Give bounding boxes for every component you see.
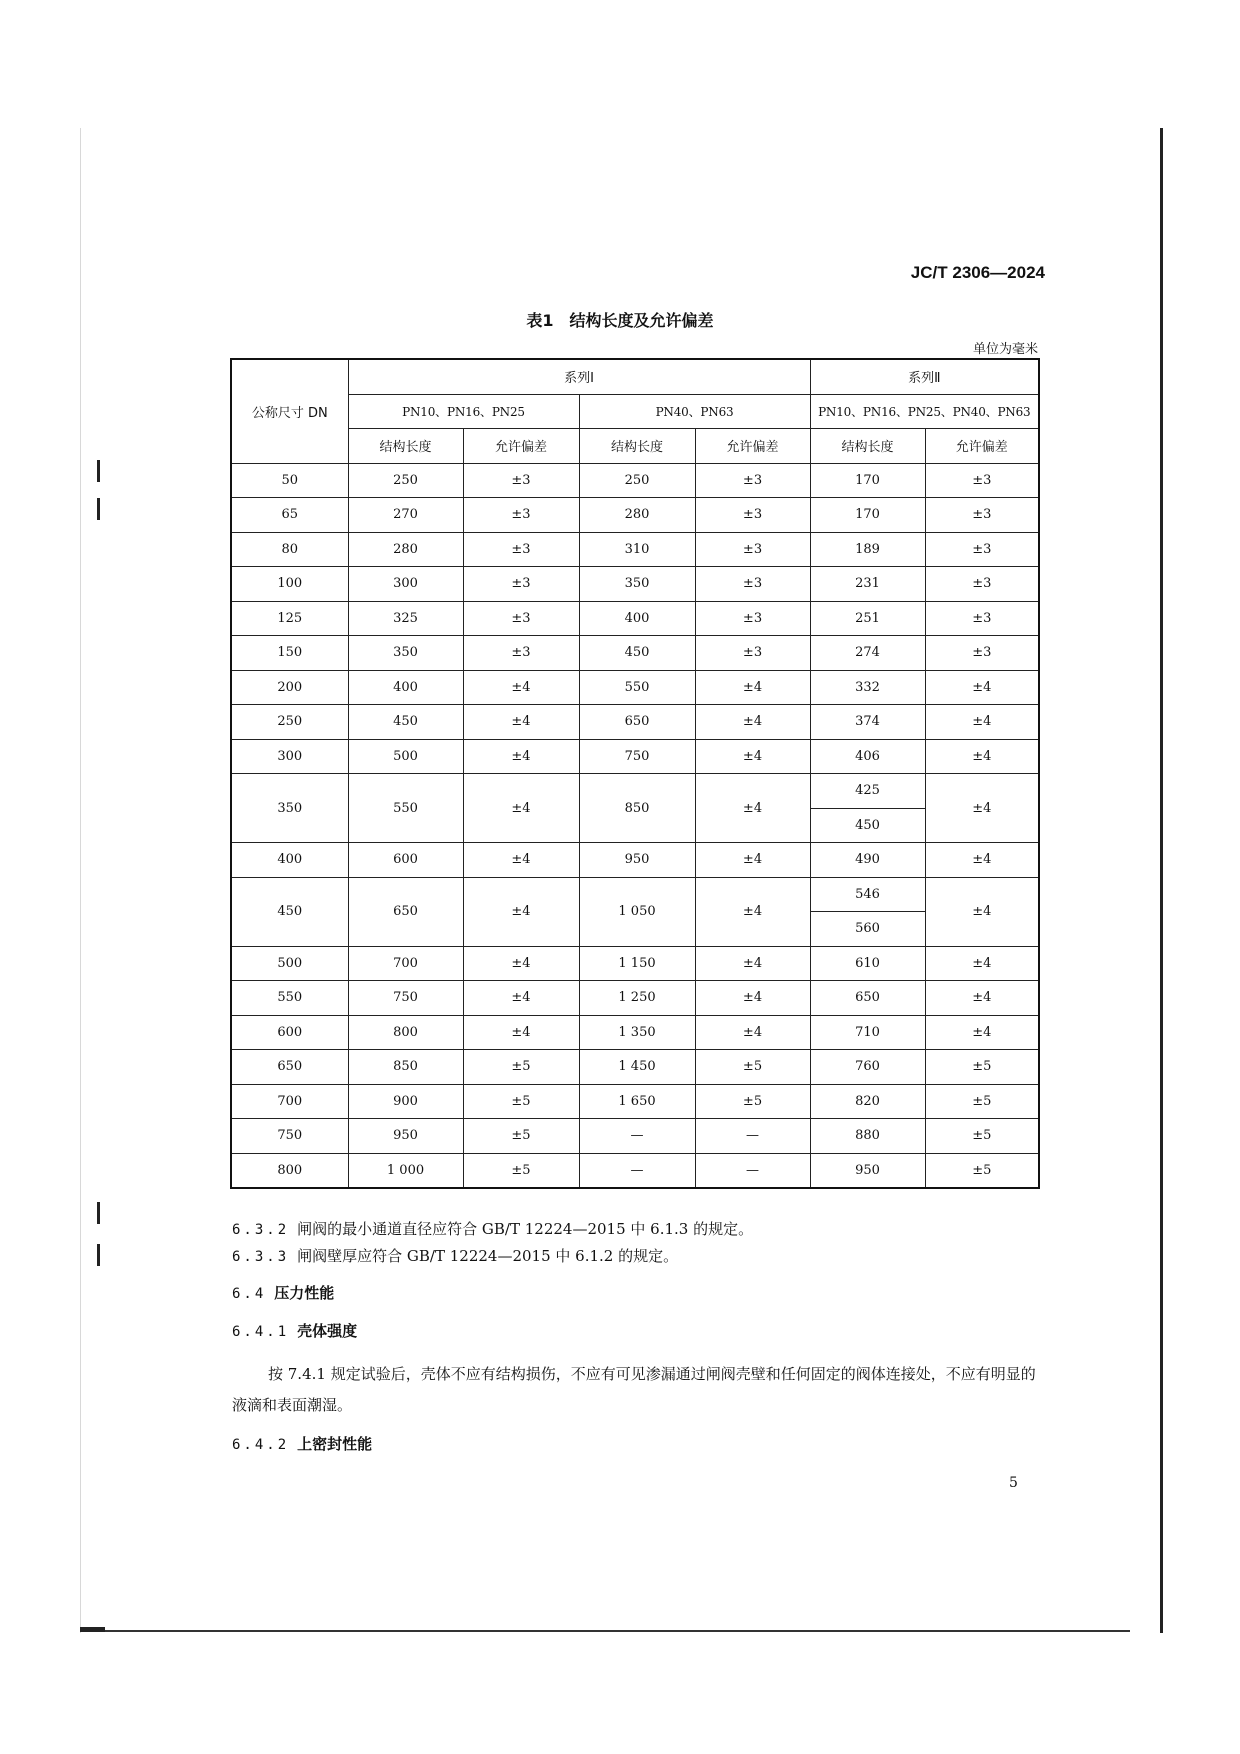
cell-s2-length: 560 (810, 912, 925, 947)
cell-s2-length: 251 (810, 601, 925, 636)
cell-s2-length: 425 (810, 774, 925, 809)
cell-dn: 600 (231, 1015, 348, 1050)
cell-s1-length: 650 (348, 877, 463, 946)
header-pn-group-c: PN10、PN16、PN25、PN40、PN63 (810, 394, 1039, 429)
table-row (231, 1153, 1039, 1188)
cell-s1-length: 325 (348, 601, 463, 636)
cell-s2-tolerance: ±4 (925, 670, 1039, 705)
cell-s1-tolerance: ±3 (463, 463, 579, 498)
header-length: 结构长度 (810, 429, 925, 464)
cell-s1-tolerance: ±5 (463, 1050, 579, 1085)
cell-s1b-tolerance: ±3 (695, 567, 810, 602)
cell-s1-tolerance: ±3 (463, 532, 579, 567)
cell-s1-length: 500 (348, 739, 463, 774)
cell-s2-tolerance: ±5 (925, 1050, 1039, 1085)
table-title: 表1 结构长度及允许偏差 (526, 311, 714, 330)
cell-dn: 250 (231, 705, 348, 740)
table-row (231, 670, 1039, 705)
heading-number: 6.4 (232, 1286, 267, 1302)
cell-s2-tolerance: ±4 (925, 946, 1039, 981)
cell-s1-length: 400 (348, 670, 463, 705)
table-row (231, 636, 1039, 671)
cell-s1b-tolerance: ±4 (695, 739, 810, 774)
cell-s2-length: 950 (810, 1153, 925, 1188)
scan-border-right (1160, 128, 1163, 1633)
cell-s2-length: 650 (810, 981, 925, 1016)
cell-dn: 200 (231, 670, 348, 705)
cell-s1b-length: 450 (579, 636, 695, 671)
cell-s2-tolerance: ±3 (925, 636, 1039, 671)
cell-s1-tolerance: ±4 (463, 877, 579, 946)
cell-s1b-length: 850 (579, 774, 695, 843)
table-row (231, 981, 1039, 1016)
table-row (231, 1015, 1039, 1050)
cell-s1-tolerance: ±4 (463, 705, 579, 740)
binder-mark (97, 460, 100, 482)
cell-s2-length: 332 (810, 670, 925, 705)
cell-s1b-tolerance: — (695, 1119, 810, 1154)
cell-s2-length: 546 (810, 877, 925, 912)
binder-mark (97, 1244, 100, 1266)
cell-s1-tolerance: ±4 (463, 670, 579, 705)
document-code: JC/T 2306—2024 (910, 263, 1045, 282)
binder-mark (97, 1202, 100, 1224)
cell-s2-length: 231 (810, 567, 925, 602)
cell-s1-length: 550 (348, 774, 463, 843)
cell-s1b-length: 1 050 (579, 877, 695, 946)
cell-s1-length: 270 (348, 498, 463, 533)
cell-s1b-tolerance: ±5 (695, 1050, 810, 1085)
cell-s1-length: 280 (348, 532, 463, 567)
table-row (231, 498, 1039, 533)
cell-s1b-tolerance: ±3 (695, 498, 810, 533)
cell-s2-tolerance: ±4 (925, 705, 1039, 740)
cell-s1-tolerance: ±3 (463, 567, 579, 602)
cell-s2-length: 406 (810, 739, 925, 774)
clause-6-3-2 (232, 1218, 753, 1239)
header-length: 结构长度 (348, 429, 463, 464)
cell-s2-tolerance: ±5 (925, 1119, 1039, 1154)
cell-s1-tolerance: ±5 (463, 1084, 579, 1119)
cell-dn: 65 (231, 498, 348, 533)
header-pn-group-b: PN40、PN63 (579, 394, 810, 429)
cell-dn: 450 (231, 877, 348, 946)
heading-title: 压力性能 (274, 1284, 335, 1302)
cell-dn: 550 (231, 981, 348, 1016)
cell-s1b-length: 550 (579, 670, 695, 705)
table-row (231, 739, 1039, 774)
cell-s2-length: 170 (810, 498, 925, 533)
cell-s1b-length: 1 650 (579, 1084, 695, 1119)
cell-s1-tolerance: ±4 (463, 843, 579, 878)
cell-s1-length: 250 (348, 463, 463, 498)
cell-s1b-tolerance: ±4 (695, 1015, 810, 1050)
cell-s2-length: 189 (810, 532, 925, 567)
table-row (231, 601, 1039, 636)
cell-s1-tolerance: ±3 (463, 498, 579, 533)
clause-number: 6.3.2 (232, 1222, 290, 1238)
cell-s2-length: 170 (810, 463, 925, 498)
cell-s1b-length: 1 150 (579, 946, 695, 981)
table-row (231, 1084, 1039, 1119)
paragraph-6-4-1: 按 7.4.1 规定试验后，壳体不应有结构损伤，不应有可见渗漏通过闸阀壳壁和任何固定的阀体连接处，不应有明显的液滴和表面潮湿。 (232, 1365, 1036, 1414)
header-series-1: 系列Ⅰ (348, 359, 810, 394)
cell-s1b-length: — (579, 1119, 695, 1154)
unit-note: 单位为毫米 (972, 342, 1038, 357)
cell-dn: 650 (231, 1050, 348, 1085)
cell-s1-tolerance: ±5 (463, 1119, 579, 1154)
cell-dn: 100 (231, 567, 348, 602)
cell-s1b-length: — (579, 1153, 695, 1188)
heading-number: 6.4.1 (232, 1324, 290, 1340)
cell-s1b-tolerance: ±3 (695, 601, 810, 636)
page-number: 5 (1009, 1475, 1018, 1491)
cell-s1b-tolerance: ±4 (695, 946, 810, 981)
cell-s1b-length: 1 250 (579, 981, 695, 1016)
cell-s1b-tolerance: ±4 (695, 981, 810, 1016)
header-tolerance: 允许偏差 (695, 429, 810, 464)
header-series-2: 系列Ⅱ (810, 359, 1039, 394)
clause-number: 6.3.3 (232, 1249, 290, 1265)
cell-s2-tolerance: ±4 (925, 774, 1039, 843)
cell-dn: 800 (231, 1153, 348, 1188)
cell-s1-length: 300 (348, 567, 463, 602)
cell-dn: 700 (231, 1084, 348, 1119)
table-row (231, 946, 1039, 981)
heading-6-4-2 (232, 1433, 372, 1454)
cell-s2-tolerance: ±4 (925, 739, 1039, 774)
cell-s1b-length: 350 (579, 567, 695, 602)
table-row (231, 843, 1039, 878)
cell-s1-length: 800 (348, 1015, 463, 1050)
cell-dn: 80 (231, 532, 348, 567)
binder-mark (97, 498, 100, 520)
heading-title: 上密封性能 (297, 1435, 373, 1453)
table-row (231, 705, 1039, 740)
cell-s1b-length: 310 (579, 532, 695, 567)
scan-border-left (80, 128, 81, 1633)
cell-s1b-length: 400 (579, 601, 695, 636)
cell-s2-tolerance: ±4 (925, 877, 1039, 946)
table-row (231, 1050, 1039, 1085)
cell-s2-length: 760 (810, 1050, 925, 1085)
cell-dn: 50 (231, 463, 348, 498)
cell-s2-tolerance: ±3 (925, 498, 1039, 533)
header-dn: 公称尺寸 DN (231, 359, 348, 463)
cell-s1b-tolerance: ±5 (695, 1084, 810, 1119)
header-length: 结构长度 (579, 429, 695, 464)
cell-s1-length: 700 (348, 946, 463, 981)
cell-s2-tolerance: ±4 (925, 843, 1039, 878)
cell-s1b-length: 750 (579, 739, 695, 774)
table-row (231, 567, 1039, 602)
cell-s1-tolerance: ±5 (463, 1153, 579, 1188)
clause-text: 闸阀的最小通道直径应符合 GB/T 12224—2015 中 6.1.3 的规定。 (297, 1220, 754, 1238)
header-pn-group-a: PN10、PN16、PN25 (348, 394, 579, 429)
cell-dn: 400 (231, 843, 348, 878)
cell-s1-tolerance: ±4 (463, 774, 579, 843)
cell-s2-length: 374 (810, 705, 925, 740)
cell-s1b-length: 1 450 (579, 1050, 695, 1085)
table-row (231, 463, 1039, 498)
cell-s2-tolerance: ±4 (925, 981, 1039, 1016)
cell-dn: 500 (231, 946, 348, 981)
cell-s2-tolerance: ±5 (925, 1084, 1039, 1119)
cell-s2-tolerance: ±3 (925, 567, 1039, 602)
cell-s2-tolerance: ±3 (925, 601, 1039, 636)
header-tolerance: 允许偏差 (463, 429, 579, 464)
cell-s1-tolerance: ±4 (463, 981, 579, 1016)
cell-s1b-length: 650 (579, 705, 695, 740)
cell-s1-length: 350 (348, 636, 463, 671)
cell-s1b-length: 1 350 (579, 1015, 695, 1050)
cell-s2-length: 820 (810, 1084, 925, 1119)
cell-s1-tolerance: ±4 (463, 739, 579, 774)
cell-s2-tolerance: ±3 (925, 463, 1039, 498)
cell-s1b-tolerance: ±4 (695, 670, 810, 705)
cell-dn: 300 (231, 739, 348, 774)
cell-s2-length: 610 (810, 946, 925, 981)
cell-dn: 350 (231, 774, 348, 843)
cell-s1-tolerance: ±4 (463, 1015, 579, 1050)
clause-6-3-3 (232, 1245, 678, 1266)
length-tolerance-table (230, 358, 1040, 1189)
cell-s2-length: 490 (810, 843, 925, 878)
table-row (231, 532, 1039, 567)
clause-text: 闸阀壁厚应符合 GB/T 12224—2015 中 6.1.2 的规定。 (297, 1247, 679, 1265)
cell-s2-tolerance: ±3 (925, 532, 1039, 567)
header-tolerance: 允许偏差 (925, 429, 1039, 464)
cell-s1-length: 850 (348, 1050, 463, 1085)
cell-s1-length: 900 (348, 1084, 463, 1119)
cell-s1b-tolerance: ±4 (695, 843, 810, 878)
heading-title: 壳体强度 (297, 1322, 358, 1340)
cell-s1-length: 750 (348, 981, 463, 1016)
cell-s1b-tolerance: ±4 (695, 877, 810, 946)
cell-s2-tolerance: ±5 (925, 1153, 1039, 1188)
cell-s1b-tolerance: — (695, 1153, 810, 1188)
table-row (231, 877, 1039, 912)
scan-border-corner (80, 1627, 105, 1632)
cell-s1-tolerance: ±3 (463, 636, 579, 671)
cell-s1b-length: 950 (579, 843, 695, 878)
cell-s2-length: 880 (810, 1119, 925, 1154)
cell-s1b-tolerance: ±4 (695, 705, 810, 740)
cell-s1-tolerance: ±3 (463, 601, 579, 636)
cell-s1-length: 1 000 (348, 1153, 463, 1188)
cell-s1-length: 950 (348, 1119, 463, 1154)
cell-s1-length: 600 (348, 843, 463, 878)
cell-s1b-length: 250 (579, 463, 695, 498)
cell-s1-tolerance: ±4 (463, 946, 579, 981)
cell-s2-tolerance: ±4 (925, 1015, 1039, 1050)
cell-s1b-tolerance: ±4 (695, 774, 810, 843)
heading-number: 6.4.2 (232, 1437, 290, 1453)
cell-s1-length: 450 (348, 705, 463, 740)
table-row (231, 774, 1039, 809)
scan-border-bottom (80, 1630, 1130, 1632)
cell-s1b-tolerance: ±3 (695, 636, 810, 671)
cell-dn: 125 (231, 601, 348, 636)
cell-dn: 150 (231, 636, 348, 671)
cell-s1b-length: 280 (579, 498, 695, 533)
cell-s1b-tolerance: ±3 (695, 463, 810, 498)
table-row (231, 1119, 1039, 1154)
heading-6-4 (232, 1282, 334, 1303)
heading-6-4-1 (232, 1320, 357, 1341)
cell-s2-length: 274 (810, 636, 925, 671)
cell-dn: 750 (231, 1119, 348, 1154)
cell-s2-length: 710 (810, 1015, 925, 1050)
cell-s2-length: 450 (810, 808, 925, 843)
cell-s1b-tolerance: ±3 (695, 532, 810, 567)
